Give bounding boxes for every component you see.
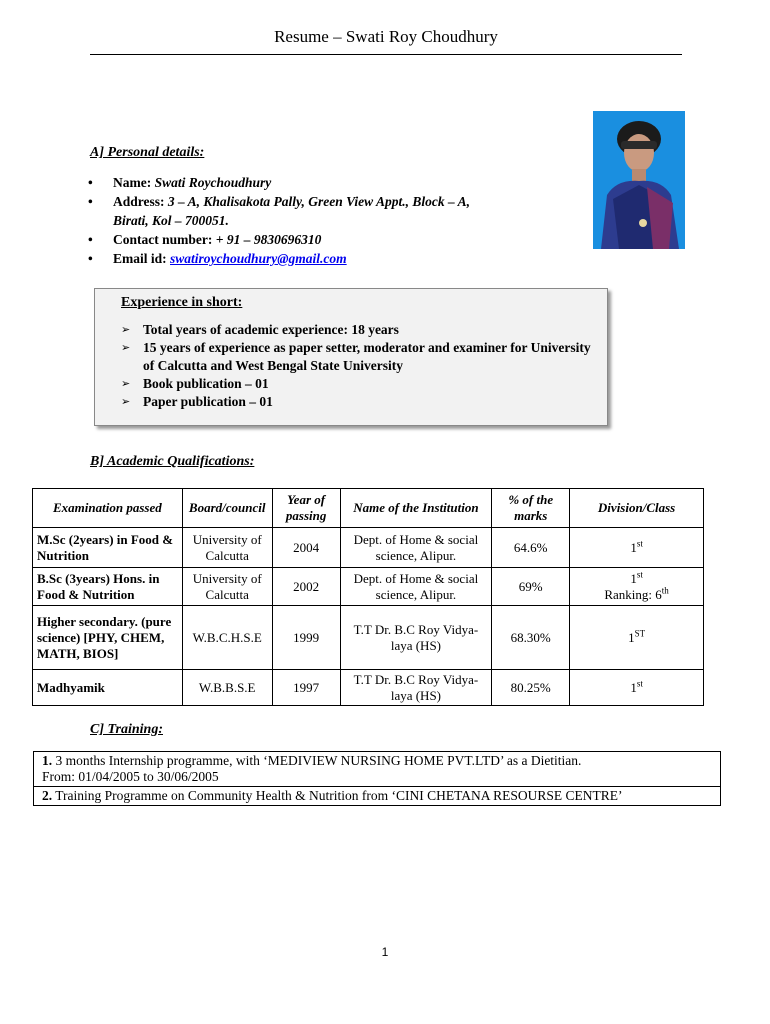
profile-photo xyxy=(593,111,685,249)
column-header: % of the marks xyxy=(492,489,570,528)
marks-cell: 64.6% xyxy=(492,528,570,568)
exam-cell: B.Sc (3years) Hons. in Food & Nutrition xyxy=(33,568,183,606)
bullet-icon: • xyxy=(88,194,93,209)
year-cell: 1997 xyxy=(272,670,340,706)
address-value-line2: Birati, Kol – 700051. xyxy=(113,213,229,228)
board-cell: University of Calcutta xyxy=(182,568,272,606)
institution-cell: Dept. of Home & social science, Alipur. xyxy=(340,528,492,568)
training-heading: C] Training: xyxy=(90,722,163,737)
marks-cell: 80.25% xyxy=(492,670,570,706)
list-item xyxy=(88,249,558,268)
contact-value: + 91 – 9830696310 xyxy=(215,232,322,247)
division-cell: 1st xyxy=(570,670,704,706)
bullet-icon: • xyxy=(88,232,93,247)
board-cell: W.B.C.H.S.E xyxy=(182,606,272,670)
division-cell: 1st Ranking: 6th xyxy=(570,568,704,606)
training-item: 2. Training Programme on Community Health & Nutrition from ‘CINI CHETANA RESOURSE CENTRE’ xyxy=(34,786,720,805)
exam-cell: M.Sc (2years) in Food & Nutrition xyxy=(33,528,183,568)
contact-label: Contact number: xyxy=(113,232,213,247)
list-item: ➢ Paper publication – 01 xyxy=(121,394,273,409)
training-box xyxy=(33,751,721,806)
marks-cell: 69% xyxy=(492,568,570,606)
year-cell: 1999 xyxy=(272,606,340,670)
name-label: Name: xyxy=(113,175,152,190)
institution-cell: T.T Dr. B.C Roy Vidya-laya (HS) xyxy=(340,670,492,706)
arrow-bullet-icon: ➢ xyxy=(121,341,131,354)
personal-details-list xyxy=(88,173,558,268)
table-row xyxy=(33,670,704,706)
bullet-icon: • xyxy=(88,251,93,266)
exam-cell: Higher secondary. (pure science) [PHY, CHEM, MATH, BIOS] xyxy=(33,606,183,670)
column-header: Name of the Institution xyxy=(340,489,492,528)
address-label: Address: xyxy=(113,194,165,209)
column-header: Board/council xyxy=(182,489,272,528)
list-item: ➢ Book publication – 01 xyxy=(121,376,269,391)
email-link[interactable]: swatiroychoudhury@gmail.com xyxy=(170,251,347,266)
name-value: Swati Roychoudhury xyxy=(154,175,272,190)
email-label: Email id: xyxy=(113,251,167,266)
experience-heading: Experience in short: xyxy=(121,295,243,310)
board-cell: University of Calcutta xyxy=(182,528,272,568)
arrow-bullet-icon: ➢ xyxy=(121,395,131,408)
marks-cell: 68.30% xyxy=(492,606,570,670)
division-cell: 1ST xyxy=(570,606,704,670)
arrow-bullet-icon: ➢ xyxy=(121,323,131,336)
personal-details-heading: A] Personal details: xyxy=(90,145,205,160)
title-underline xyxy=(90,54,682,55)
address-value: 3 – A, Khalisakota Pally, Green View Appt., Block – A, xyxy=(167,194,471,209)
list-item xyxy=(88,173,558,192)
bullet-icon: • xyxy=(88,175,93,190)
arrow-bullet-icon: ➢ xyxy=(121,377,131,390)
column-header: Division/Class xyxy=(570,489,704,528)
resume-title: Resume – Swati Roy Choudhury xyxy=(274,27,498,46)
experience-box xyxy=(94,288,608,426)
exam-cell: Madhyamik xyxy=(33,670,183,706)
list-item xyxy=(88,230,558,249)
column-header: Examination passed xyxy=(33,489,183,528)
year-cell: 2004 xyxy=(272,528,340,568)
institution-cell: T.T Dr. B.C Roy Vidya-laya (HS) xyxy=(340,606,492,670)
table-header-row xyxy=(33,489,704,528)
academic-heading: B] Academic Qualifications: xyxy=(90,454,255,469)
division-cell: 1st xyxy=(570,528,704,568)
column-header: Year of passing xyxy=(272,489,340,528)
list-item: ➢ 15 years of experience as paper setter, moderator and examiner for University of Calcutta and West Bengal State University xyxy=(121,340,591,373)
table-row xyxy=(33,606,704,670)
list-item: ➢ Total years of academic experience: 18 years xyxy=(121,322,399,337)
table-row xyxy=(33,568,704,606)
list-item xyxy=(88,192,558,230)
institution-cell: Dept. of Home & social science, Alipur. xyxy=(340,568,492,606)
table-row xyxy=(33,528,704,568)
year-cell: 2002 xyxy=(272,568,340,606)
board-cell: W.B.B.S.E xyxy=(182,670,272,706)
page-number: 1 xyxy=(381,945,389,959)
academic-table xyxy=(32,488,704,706)
training-item: 1. 3 months Internship programme, with ‘MEDIVIEW NURSING HOME PVT.LTD’ as a Dietitian. From: 01/04/2005 to 30/06/2005 xyxy=(42,753,582,784)
experience-list xyxy=(121,321,591,411)
